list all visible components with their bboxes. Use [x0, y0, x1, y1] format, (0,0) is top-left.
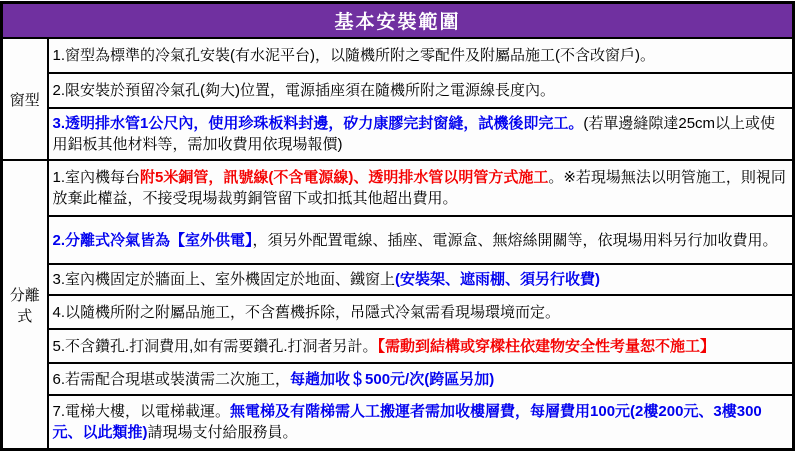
table-row	[2, 395, 794, 450]
section-label-window-type: 窗型	[2, 38, 48, 160]
text-segment: 每趟加收＄500元/次(跨區另加)	[290, 370, 495, 388]
table-row	[2, 264, 794, 295]
text-segment: 請現場支付給服務員。	[147, 424, 298, 441]
section-label-split-type: 分離式	[2, 160, 48, 450]
table-row	[2, 295, 794, 329]
text-segment: 。※若現場無法以明管施工，則視同放棄此權益，不接受現場裁剪銅管留下或扣抵其他超出費用。	[52, 169, 786, 207]
text-segment: 7.電梯大樓，以電梯載運。	[52, 403, 231, 420]
text-segment: (安裝架、遮雨棚、須另行收費)	[395, 271, 601, 288]
table-row	[2, 73, 794, 108]
text-segment: 2.分離式冷氣皆為【室外供電】	[52, 231, 253, 249]
text-segment: 4.以隨機所附之附屬品施工，不含舊機拆除，吊隱式冷氣需看現場環境而定。	[52, 303, 561, 321]
text-segment: 6.若需配合現堪或裝潢需二次施工，	[52, 370, 291, 388]
rule-split-2	[48, 216, 794, 264]
table-row	[2, 216, 794, 264]
basic-installation-scope-table	[0, 1, 795, 451]
text-segment: ，須另外配置電線、插座、電源盒、無熔絲開關等，依現場用料另行加收費用。	[252, 231, 778, 249]
text-segment: (若單邊縫隙達25cm以上或使用鋁板其他材料等，需加收費用依現場報價)	[52, 115, 776, 153]
rule-split-6	[48, 363, 794, 395]
rule-window-1	[48, 38, 794, 73]
table-row	[2, 329, 794, 363]
rule-split-3	[48, 264, 794, 295]
text-segment: 3.室內機固定於牆面上、室外機固定於地面、鐵窗上	[52, 271, 396, 288]
rule-split-1	[48, 160, 794, 216]
text-segment: 附5米銅管，訊號線(不含電源線)、透明排水管以明管方式施工	[140, 169, 549, 186]
table-row	[2, 108, 794, 160]
table-title: 基本安裝範圍	[2, 3, 794, 39]
rule-split-7	[48, 395, 794, 450]
table-row	[2, 38, 794, 73]
rule-split-5	[48, 329, 794, 363]
text-segment: 1.窗型為標準的冷氣孔安裝(有水泥平台)，以隨機所附之零配件及附屬品施工(不含改窗戶)。	[52, 47, 655, 64]
text-segment: 【需動到結構或穿樑柱依建物安全性考量恕不施工】	[377, 337, 716, 355]
table-row	[2, 363, 794, 395]
text-segment: 5.不含鑽孔.打洞費用,如有需要鑽孔.打洞者另計。	[52, 337, 378, 355]
rule-split-4	[48, 295, 794, 329]
rule-window-2	[48, 73, 794, 108]
text-segment: 3.透明排水管1公尺內，使用珍珠板料封邊，矽力康膠完封窗縫，試機後即完工。	[52, 115, 584, 132]
text-segment: 2.限安裝於預留冷氣孔(夠大)位置，電源插座須在隨機所附之電源線長度內。	[52, 82, 556, 99]
text-segment: 無電梯及有階梯需人工搬運者需加收樓層費，每層費用100元(2樓200元、3樓300元、以此類推)	[52, 403, 762, 441]
table-row	[2, 160, 794, 216]
text-segment: 1.室內機每台	[52, 169, 141, 186]
rule-window-3	[48, 108, 794, 160]
table-header-row	[2, 3, 794, 39]
